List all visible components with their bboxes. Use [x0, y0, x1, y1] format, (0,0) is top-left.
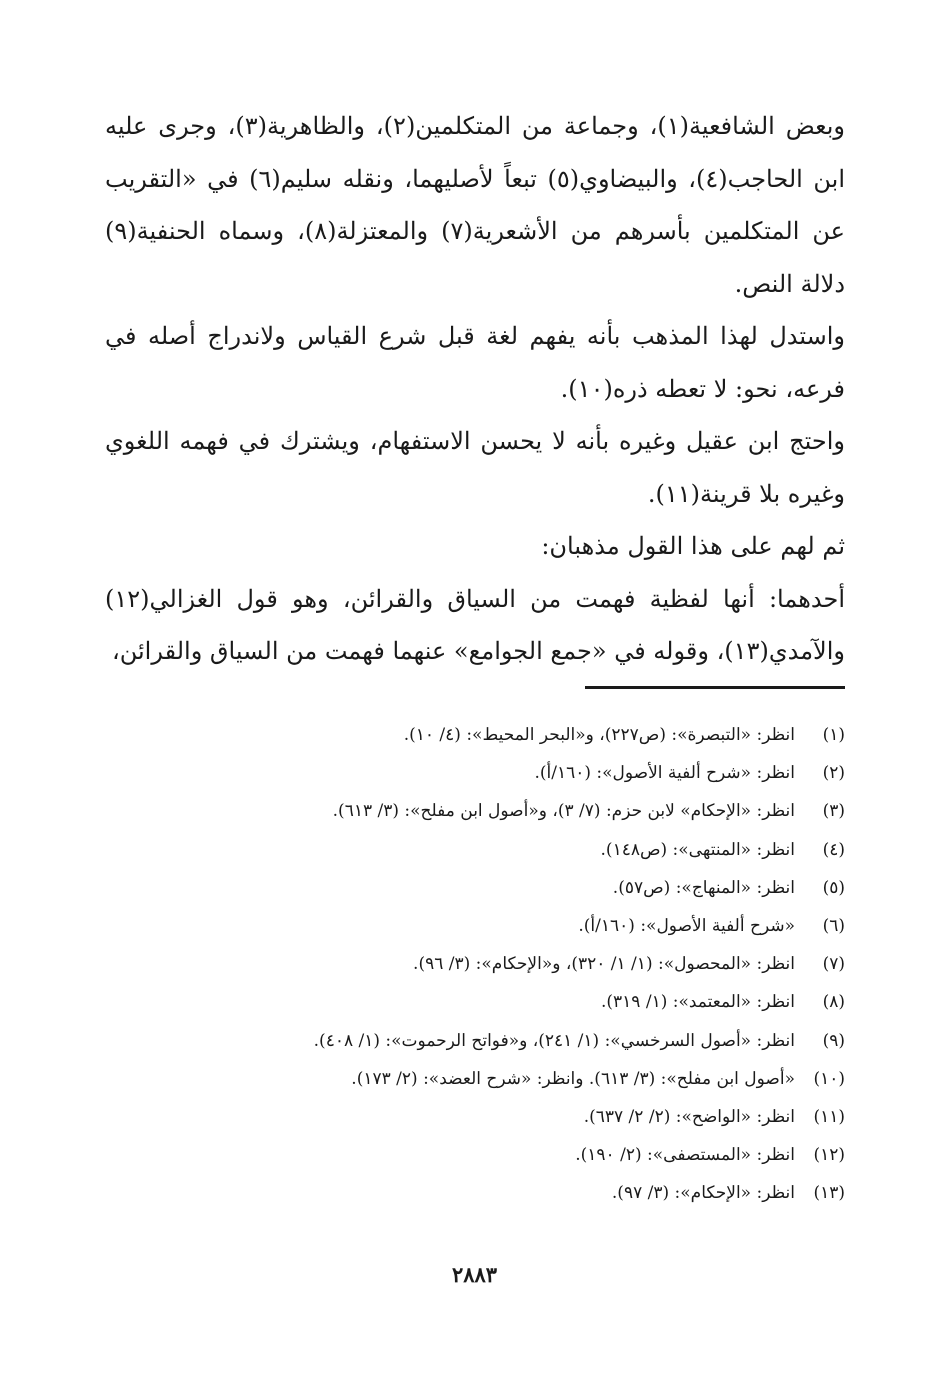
footnote-number: (١١) — [813, 1107, 845, 1128]
footnote-text: انظر: «المنتهى»: (ص١٤٨). — [600, 839, 795, 860]
footnote-text: انظر: «المستصفى»: (٢/ ١٩٠). — [575, 1145, 795, 1166]
footnote — [150, 983, 845, 1021]
footnote-text: انظر: «التبصرة»: (ص٢٢٧)، و«البحر المحيط»: (٤/ ١٠). — [403, 725, 795, 745]
footnote — [150, 754, 845, 792]
footnotes-list — [150, 716, 845, 1213]
footnote-text: «شرح ألفية الأصول»: (١٦٠/أ). — [578, 916, 795, 937]
footnote — [150, 1022, 845, 1060]
footnote — [150, 1174, 845, 1212]
footnote-number: (٤) — [822, 839, 845, 860]
paragraph: واستدل لهذا المذهب بأنه يفهم لغة قبل شرع القياس ولاندراج أصله في فرعه، نحو: لا تعطه ذره(١٠). — [105, 322, 845, 403]
footnote-number: (٧) — [822, 954, 845, 975]
page-number: ٢٨٨٣ — [451, 1262, 498, 1287]
footnote-number: (٢) — [822, 763, 845, 784]
footnote — [150, 1098, 845, 1136]
footnote — [150, 792, 845, 830]
footnote — [150, 716, 845, 754]
footnote-divider — [585, 686, 845, 689]
footnote-text: «أصول ابن مفلح»: (٣/ ٦١٣). وانظر: «شرح العضد»: (٢/ ١٧٣). — [351, 1068, 795, 1089]
footnote-number: (١٣) — [813, 1183, 845, 1204]
footnote-text: انظر: «المعتمد»: (١/ ٣١٩). — [600, 992, 795, 1013]
footnote-text: انظر: «الإحكام»: (٣/ ٩٧). — [611, 1183, 795, 1204]
footnote — [150, 907, 845, 945]
footnote-text: انظر: «الإحكام» لابن حزم: (٧/ ٣)، و«أصول ابن مفلح»: (٣/ ٦١٣). — [332, 801, 795, 822]
footnote — [150, 869, 845, 907]
paragraph: ثم لهم على هذا القول مذهبان: — [541, 532, 845, 560]
footnote-number: (٣) — [822, 801, 845, 822]
footnote-number: (١٢) — [813, 1145, 845, 1166]
footnote-text: انظر: «المحصول»: (١/ ١/ ٣٢٠)، و«الإحكام»: (٣/ ٩٦). — [413, 954, 795, 975]
footnote-number: (٨) — [822, 992, 845, 1013]
footnote-number: (١٠) — [813, 1068, 845, 1089]
footnote-number: (٦) — [822, 916, 845, 937]
footnote-number: (٥) — [822, 877, 845, 898]
footnote-text: انظر: «شرح ألفية الأصول»: (١٦٠/أ). — [534, 763, 795, 784]
paragraph: أحدهما: أنها لفظية فهمت من السياق والقرائن، وهو قول الغزالي(١٢) والآمدي(١٣)، وقوله في «جمع الجوامع» عنهما فهمت من السياق والقرائن، — [105, 584, 846, 665]
main-text-body — [105, 100, 845, 678]
footnote — [150, 945, 845, 983]
paragraph: واحتج ابن عقيل وغيره بأنه لا يحسن الاستفهام، ويشترك في فهمه اللغوي وغيره بلا قرينة(١١). — [105, 427, 845, 508]
footnote-text: انظر: «المنهاج»: (ص٥٧). — [612, 877, 795, 898]
footnote-text: انظر: «أصول السرخسي»: (١/ ٢٤١)، و«فواتح الرحموت»: (١/ ٤٠٨). — [313, 1030, 795, 1051]
footnote — [150, 1136, 845, 1174]
footnote-number: (٩) — [822, 1030, 845, 1051]
footnote-number: (١) — [822, 725, 845, 745]
paragraph: وبعض الشافعية(١)، وجماعة من المتكلمين(٢)، والظاهرية(٣)، وجرى عليه ابن الحاجب(٤)، والبيضاوي(٥) تبعاً لأصليهما، ونقله سليم(٦) في «التقريب عن المتكلمين بأسرهم من الأشعرية(٧) والمعتزلة(٨)، وسماه الحنفية(٩) دلالة النص. — [105, 112, 846, 298]
footnote — [150, 1060, 845, 1098]
footnote — [150, 831, 845, 869]
footnote-text: انظر: «الواضح»: (٢/ ٢/ ٦٣٧). — [583, 1107, 795, 1128]
